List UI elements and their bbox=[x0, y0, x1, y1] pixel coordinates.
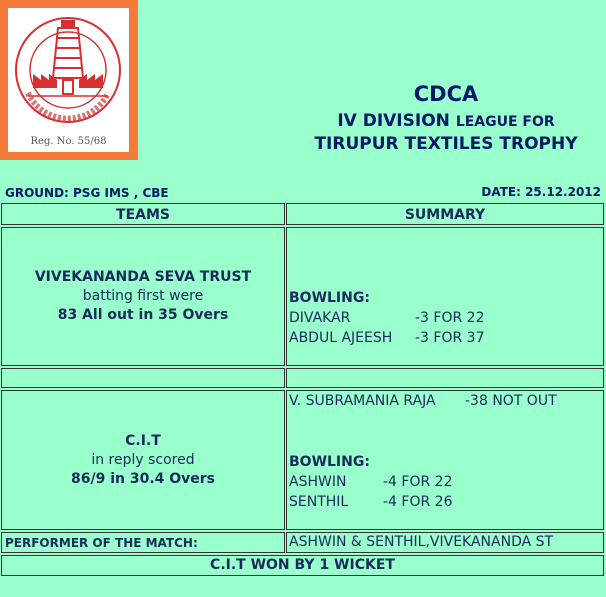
summary-header bbox=[286, 203, 604, 225]
division-title bbox=[288, 111, 604, 131]
logo-emblem bbox=[8, 8, 129, 152]
innings2-batsman-figures: -38 NOT OUT bbox=[465, 393, 557, 409]
innings1-bowler-name: ABDUL AJEESH bbox=[289, 330, 393, 346]
innings1-bowling-label: BOWLING: bbox=[289, 290, 370, 306]
innings2-bowling-label: BOWLING: bbox=[289, 454, 370, 470]
innings1-score: 83 All out in 35 Overs bbox=[57, 307, 229, 323]
innings2-batsman-name: V. SUBRAMANIA RAJA bbox=[289, 393, 436, 409]
summary-header-label: SUMMARY bbox=[404, 207, 486, 223]
innings2-bowler-name: SENTHIL bbox=[289, 494, 349, 510]
innings2-bowler-figures: -4 FOR 22 bbox=[383, 474, 453, 490]
innings2-bowler-figures: -4 FOR 26 bbox=[383, 494, 453, 510]
ground-info: GROUND: PSG IMS , CBE bbox=[5, 186, 169, 200]
registration-number: Reg. No. 55/68 bbox=[30, 136, 107, 147]
trophy-title: TIRUPUR TEXTILES TROPHY bbox=[314, 134, 578, 154]
innings1-summary-cell bbox=[286, 227, 604, 366]
innings2-team-name: C.I.T bbox=[125, 433, 161, 449]
innings2-desc: in reply scored bbox=[91, 452, 195, 468]
performer-value: ASHWIN & SENTHIL,VIVEKANANDA ST bbox=[289, 534, 554, 550]
innings2-summary-cell bbox=[286, 390, 604, 530]
date-info: DATE: 25.12.2012 bbox=[481, 185, 601, 199]
performer-label-cell bbox=[1, 532, 285, 553]
innings1-team-name: VIVEKANANDA SEVA TRUST bbox=[34, 269, 252, 285]
teams-header-label: TEAMS bbox=[116, 207, 170, 223]
spacer-cell bbox=[286, 368, 604, 388]
org-title: CDCA bbox=[413, 82, 479, 106]
innings2-bowler-name: ASHWIN bbox=[289, 474, 347, 490]
logo bbox=[0, 0, 138, 160]
innings1-desc: batting first were bbox=[82, 288, 204, 304]
teams-header bbox=[1, 203, 285, 225]
performer-value-cell bbox=[286, 532, 604, 553]
innings1-bowler-name: DIVAKAR bbox=[289, 310, 351, 326]
league-label: LEAGUE FOR bbox=[455, 114, 555, 130]
result-cell bbox=[1, 555, 604, 576]
temple-emblem-icon bbox=[8, 8, 129, 136]
innings2-score: 86/9 in 30.4 Overs bbox=[70, 471, 216, 487]
division-label: IV DIVISION bbox=[337, 111, 450, 131]
performer-label: PERFORMER OF THE MATCH: bbox=[5, 536, 198, 550]
innings1-bowler-figures: -3 FOR 22 bbox=[415, 310, 485, 326]
innings1-bowler-figures: -3 FOR 37 bbox=[415, 330, 485, 346]
innings2-team-cell bbox=[1, 390, 285, 530]
spacer-cell bbox=[1, 368, 285, 388]
innings1-team-cell bbox=[1, 227, 285, 366]
match-result: C.I.T WON BY 1 WICKET bbox=[210, 557, 395, 573]
